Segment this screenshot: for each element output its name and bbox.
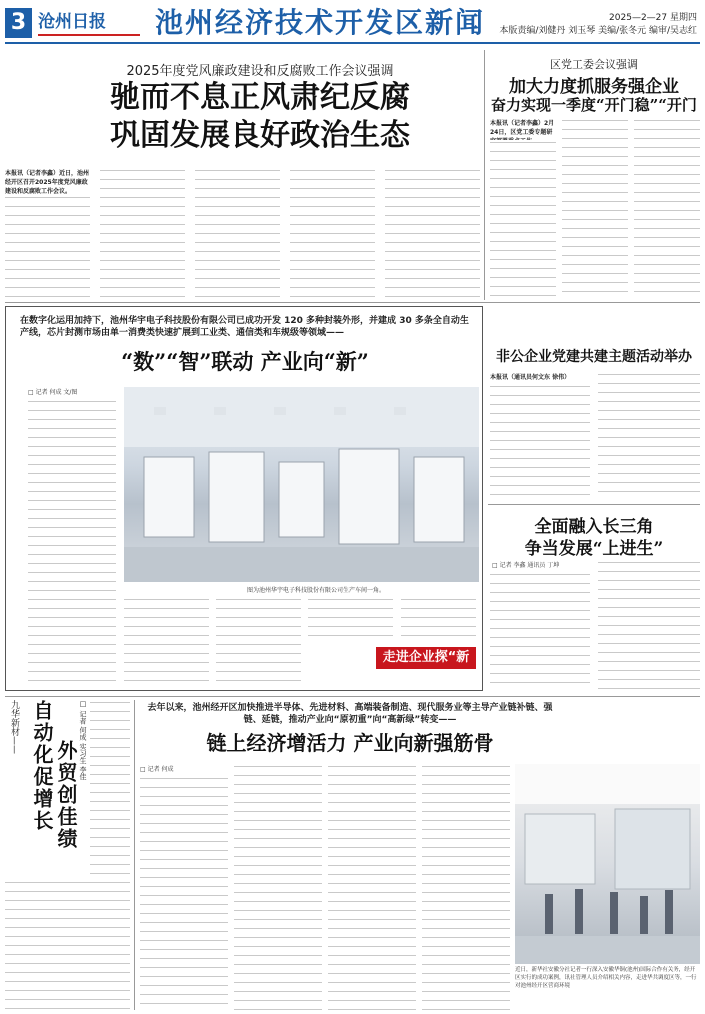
side-kicker: 九华新材—— [9, 700, 19, 754]
lead-column-4 [290, 168, 375, 298]
issue-date: 2025—2—27 星期四 [609, 13, 697, 23]
section-title: 池州经济技术开发区新闻 [155, 6, 486, 39]
feature-title: “数”“智”联动 产业向“新” [121, 349, 369, 374]
editor-credits: 本版责编/刘健丹 刘玉琴 美编/张冬元 编审/吴志红 [499, 26, 697, 36]
lead-column-5 [385, 168, 480, 298]
party-column-2 [598, 372, 700, 496]
side-column-1 [90, 700, 130, 875]
side-column-2 [5, 880, 130, 1010]
chain-title: 链上经济增活力 产业向新强筋骨 [206, 731, 494, 755]
right-title-line1: 加大力度抓服务强企业 [509, 77, 679, 97]
lead-title-line2: 巩固发展良好政治生态 [110, 118, 410, 153]
visit-photo [515, 764, 700, 964]
lead-kicker: 2025年度党风廉政建设和反腐败工作会议强调 [126, 64, 394, 79]
chain-column-3 [328, 764, 416, 1010]
page-number: 3 [5, 8, 32, 38]
feature-column-4 [308, 597, 393, 637]
delta-title-line1: 全面融入长三角 [534, 517, 654, 537]
right-kicker: 区党工委会议强调 [550, 58, 638, 71]
chain-byline: □ 记者 何成 [140, 766, 174, 773]
chain-column-1 [140, 776, 228, 1010]
section-divider [5, 302, 700, 303]
lead-column-1 [5, 195, 90, 298]
feature-box [5, 306, 483, 691]
party-lead-in: 本报讯（通讯员何文东 徐伟） [490, 374, 571, 381]
lead-lead-in: 本报讯（记者李鑫）近日，池州经开区召开2025年度党风廉政建设和反腐败工作会议。 [5, 170, 90, 195]
chain-column-4 [422, 764, 510, 1010]
feature-column-3 [216, 597, 301, 689]
factory-floor-illustration [124, 387, 479, 582]
party-title: 非公企业党建共建主题活动举办 [496, 349, 692, 365]
feature-byline: □ 记者 何成 文/图 [28, 389, 78, 396]
delta-title-line2: 争当发展“上进生” [524, 539, 664, 559]
delta-byline: □ 记者 李鑫 通讯员 丁坤 [492, 562, 560, 569]
newspaper-logo: 沧州日报 [38, 8, 140, 36]
right-column-1 [490, 140, 556, 298]
header-rule [5, 42, 700, 44]
chain-photo-caption: 近日，新华社安徽分社记者一行深入安徽华铜(池州)国际合作有关务，经开区实行的成功案例，讯社管理人员介绍相关内容，走进华共调度区等，一行对池州经开区营商环境 [515, 967, 697, 989]
feature-deck: 在数字化运用加持下，池州华宇电子科技股份有限公司已成功开发 120 多种封装外形，并建成 30 多条全自动生产线，芯片封测市场由单一消费类快速扩展到工业类、通信类和车规级等领域—— [20, 316, 469, 338]
lead-title-line1: 驰而不息正风肃纪反腐 [110, 80, 410, 115]
right-title-line2: 奋力实现一季度“开门稳”“开门 [491, 96, 697, 114]
lead-column-2 [100, 168, 185, 298]
party-column-1 [490, 384, 590, 496]
side-byline: □ 记者 何成 实习生 李佳 [79, 700, 87, 780]
feature-column-1 [28, 399, 116, 689]
chain-deck: 去年以来，池州经开区加快推进半导体、先进材料、高端装备制造、现代服务业等主导产业链补链、强链、延链，推动产业向“原初重”向“高新绿”转变—— [147, 703, 553, 725]
feature-photo-caption: 图为池州华宇电子科技股份有限公司生产车间一角。 [246, 587, 385, 594]
exhibition-hall-illustration [515, 764, 700, 964]
right-column-3 [634, 118, 700, 298]
right-column-2 [562, 118, 628, 298]
lead-column-3 [195, 168, 280, 298]
right-lead-in: 本报讯（记者李鑫）2月24日，区党工委专题研 [490, 120, 555, 136]
side-divider [134, 700, 135, 1010]
feature-tag: 走进企业探“新质” [376, 647, 476, 669]
chain-column-2 [234, 764, 322, 1010]
factory-photo [124, 387, 479, 582]
column-divider [484, 50, 485, 300]
lower-divider [5, 696, 700, 697]
side-title-line2: 外贸创佳绩 [54, 740, 78, 850]
feature-column-2 [124, 597, 209, 689]
dateline [497, 12, 697, 38]
lead-body [5, 168, 480, 298]
delta-column-1 [490, 572, 590, 690]
right-divider [488, 504, 700, 505]
delta-column-2 [598, 560, 700, 690]
feature-column-5 [401, 597, 476, 642]
side-title-line1: 自动化促增长 [30, 700, 54, 832]
